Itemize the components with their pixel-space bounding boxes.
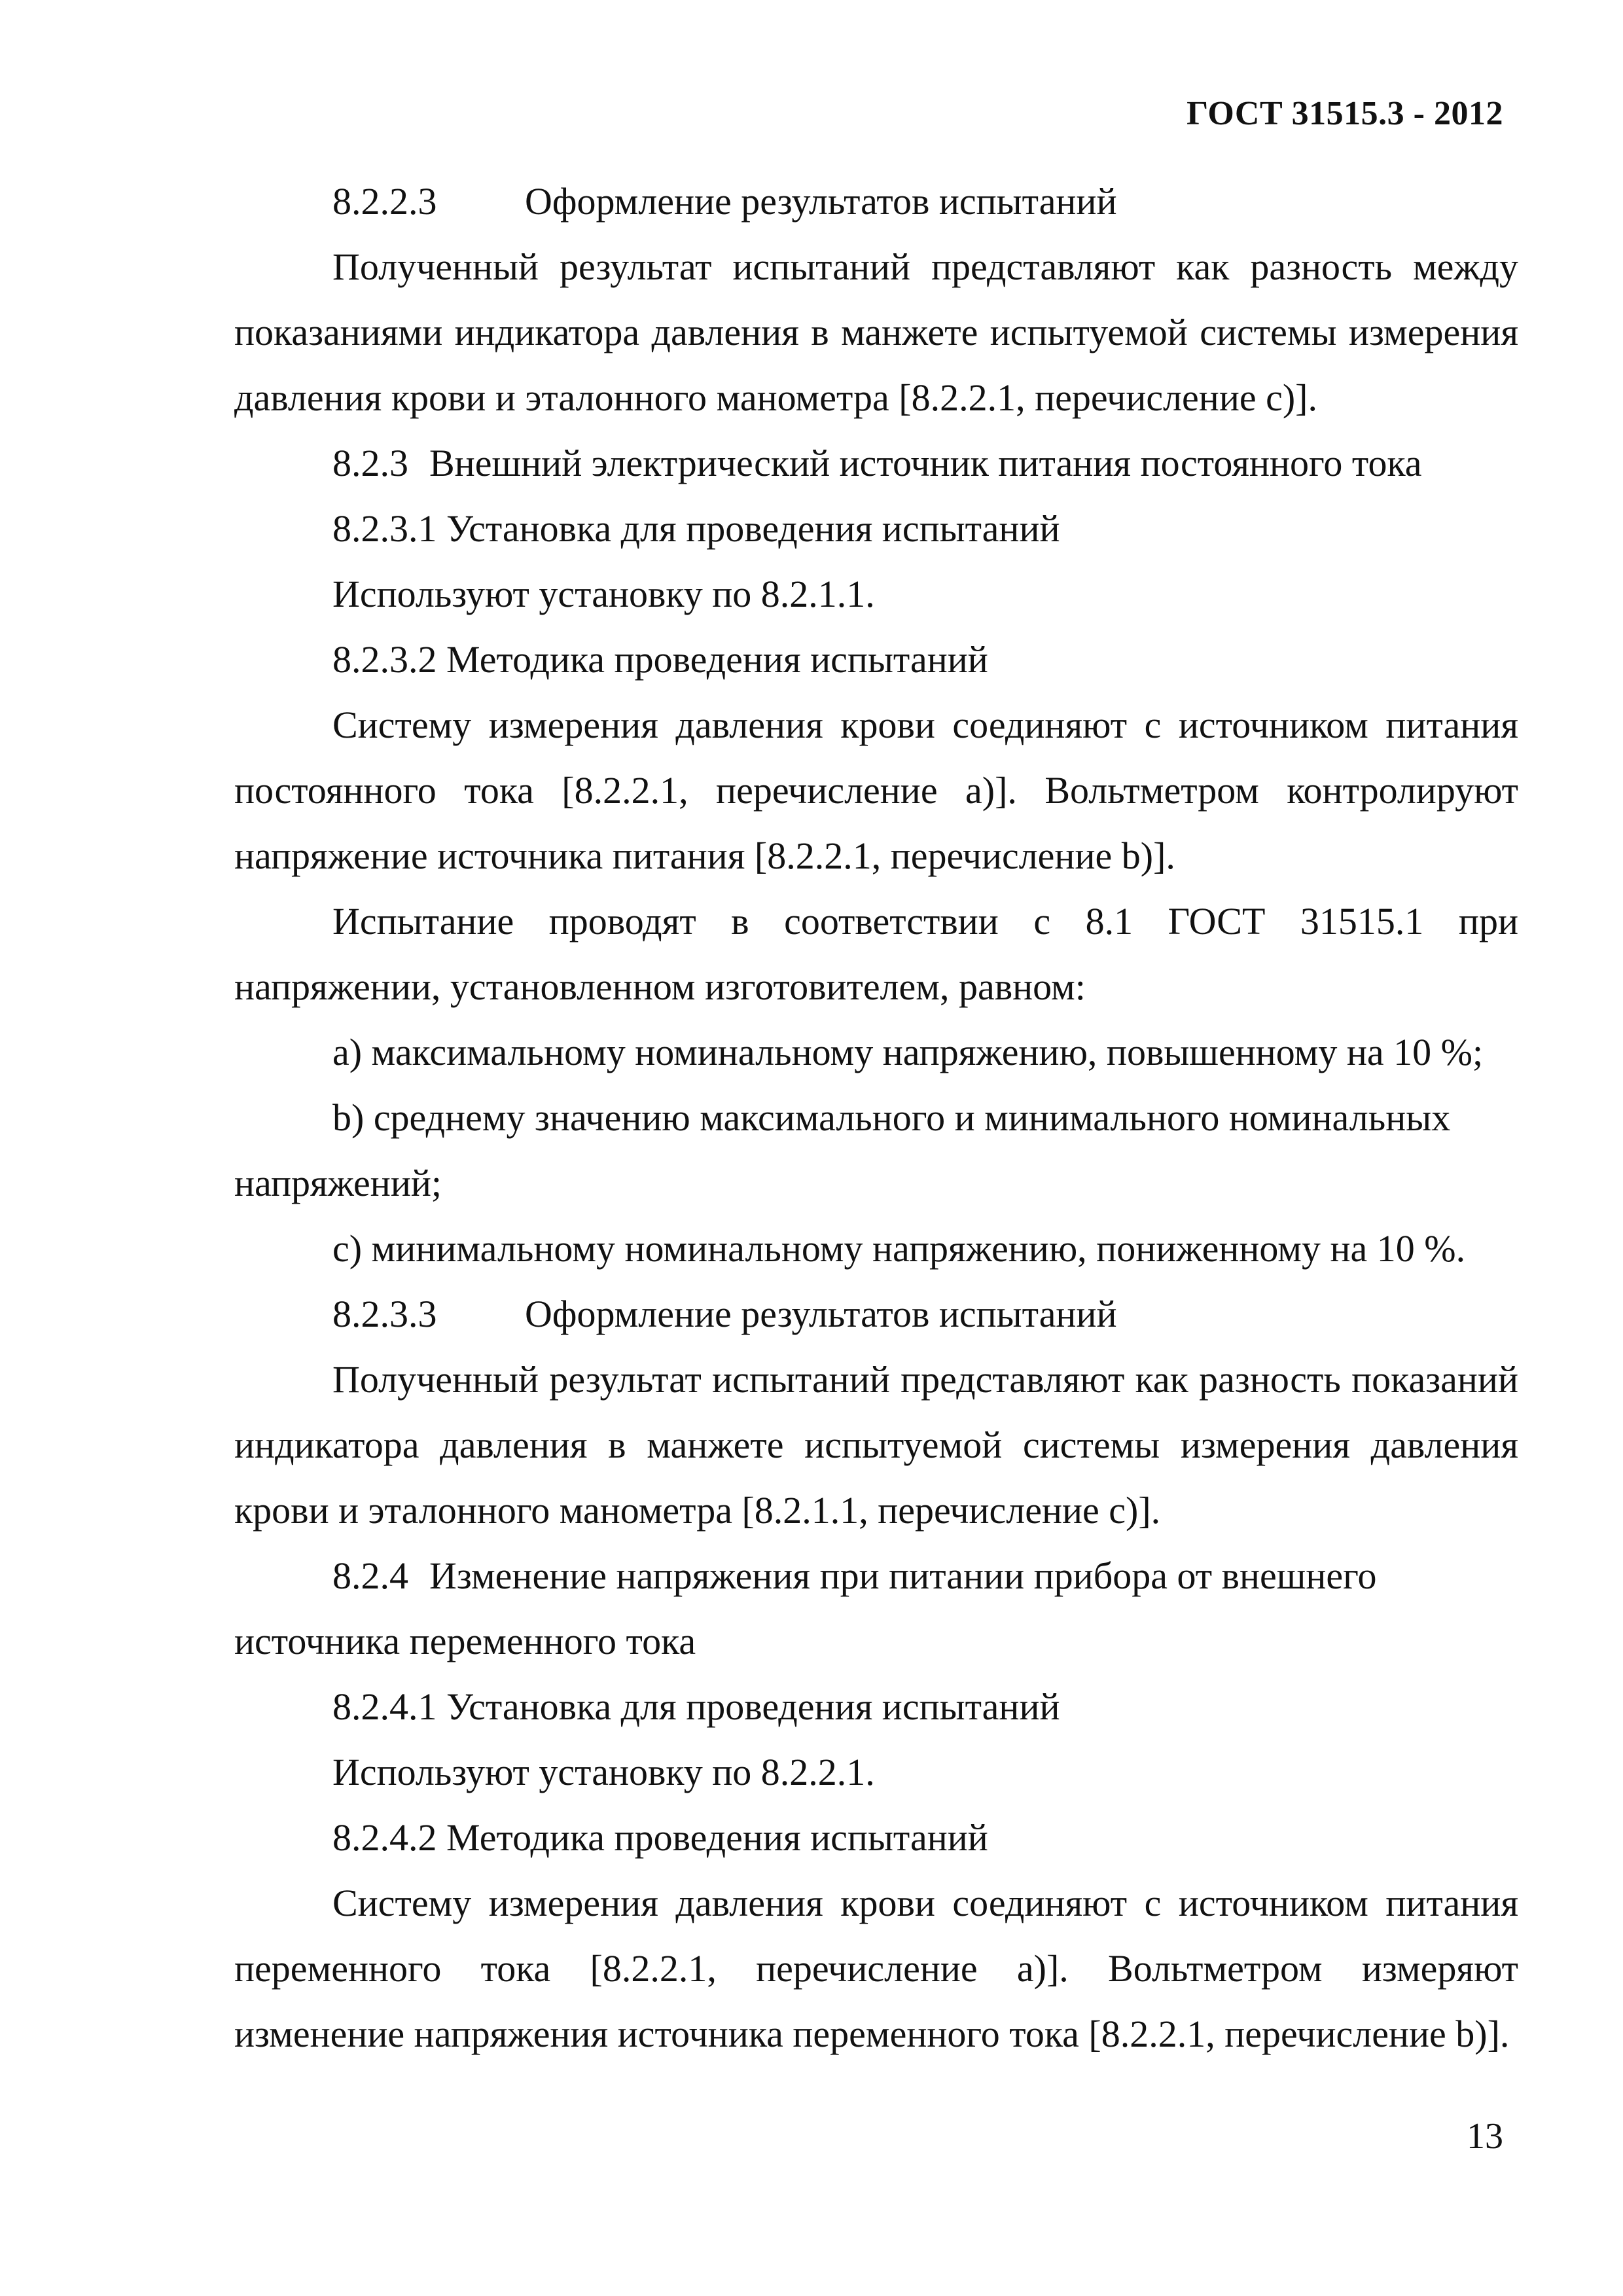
clause-number: 8.2.4 <box>332 1554 408 1597</box>
list-item-b: b) среднему значению максимального и минимального номинальных напряжений; <box>234 1096 1451 1204</box>
clause-title: Оформление результатов испытаний <box>525 1293 1117 1335</box>
list-item-c: с) минимальному номинальному напряжению, пониженному на 10 %. <box>332 1227 1466 1270</box>
clause-heading-8-2-4-1: 8.2.4.1 Установка для проведения испытаний <box>332 1685 1060 1728</box>
page-number: 13 <box>1467 2116 1503 2157</box>
paragraph: Систему измерения давления крови соединяют с источником питания постоянного тока [8.2.2.1, перечисление а)]. Вольтметром контролируют напряжение источника питания [8.2.2.1, перечисление b)]. <box>234 704 1518 877</box>
paragraph: Систему измерения давления крови соединяют с источником питания переменного тока [8.2.2.1, перечисление а)]. Вольтметром измеряют изменение напряжения источника переменного тока [8.2.2.1, перечисление b)]. <box>234 1882 1518 2055</box>
clause-heading-8-2-4-2: 8.2.4.2 Методика проведения испытаний <box>332 1816 988 1859</box>
clause-number: 8.2.3.3 <box>332 1293 437 1335</box>
clause-heading-8-2-3-2: 8.2.3.2 Методика проведения испытаний <box>332 638 988 681</box>
paragraph: Используют установку по 8.2.2.1. <box>332 1751 875 1793</box>
clause-heading-8-2-3 <box>234 431 1518 496</box>
paragraph: Используют установку по 8.2.1.1. <box>332 573 875 615</box>
clause-number: 8.2.2.3 <box>332 180 437 223</box>
standard-header: ГОСТ 31515.3 - 2012 <box>1186 95 1503 132</box>
clause-heading-8-2-4 <box>234 1543 1518 1674</box>
clause-title: Внешний электрический источник питания постоянного тока <box>429 442 1422 484</box>
paragraph: Полученный результат испытаний представляют как разность показаний индикатора давления в манжете испытуемой системы измерения давления крови и эталонного манометра [8.2.1.1, перечисление с)]. <box>234 1358 1518 1532</box>
clause-heading-8-2-3-1: 8.2.3.1 Установка для проведения испытаний <box>332 507 1060 550</box>
list-item-a: а) максимальному номинальному напряжению, повышенному на 10 %; <box>332 1031 1484 1073</box>
page-body <box>234 169 1518 2067</box>
clause-heading-8-2-2-3 <box>234 169 1518 234</box>
clause-title: Изменение напряжения при питании прибора от внешнего источника переменного тока <box>234 1554 1377 1662</box>
clause-heading-8-2-3-3 <box>234 1282 1518 1347</box>
paragraph: Испытание проводят в соответствии с 8.1 ГОСТ 31515.1 при напряжении, установленном изготовителем, равном: <box>234 900 1518 1008</box>
clause-number: 8.2.3 <box>332 442 408 484</box>
paragraph: Полученный результат испытаний представляют как разность между показаниями индикатора давления в манжете испытуемой системы измерения давления крови и эталонного манометра [8.2.2.1, перечисление с)]. <box>234 245 1518 419</box>
clause-title: Оформление результатов испытаний <box>525 180 1117 223</box>
